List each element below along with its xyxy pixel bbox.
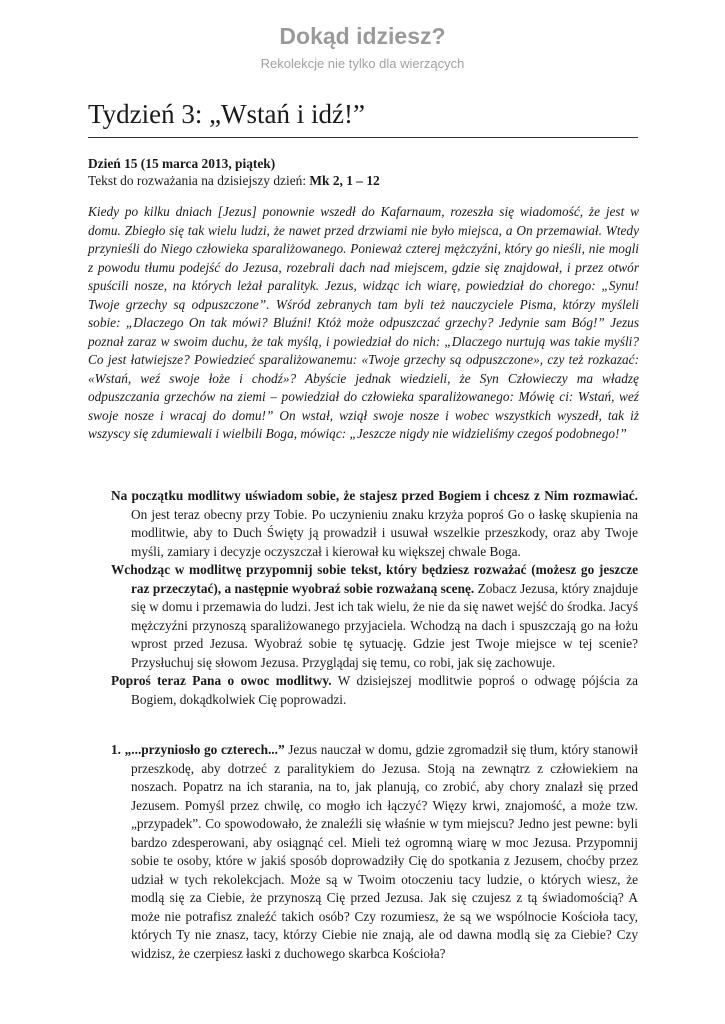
week-title: Tydzień 3: „Wstań i idź!” xyxy=(88,99,366,129)
site-title: Dokąd idziesz? xyxy=(279,23,446,49)
instruction-item xyxy=(111,672,638,709)
title-divider xyxy=(88,137,638,138)
instruction-lead: Poproś teraz Pana o owoc modlitwy. xyxy=(111,673,332,688)
instruction-item xyxy=(111,561,638,672)
instruction-text: On jest teraz obecny przy Tobie. Po uczynieniu znaku krzyża poproś Go o łaskę skupienia na modlitwie, aby to Duch Święty ją prowadził i usuwał wszelkie przeszkody, oraz aby Twoje myśli, zamiary i decyzje oczyszczał i kierował ku większej chwale Boga. xyxy=(131,506,638,559)
page-header xyxy=(0,22,725,72)
scripture-reading: Kiedy po kilku dniach [Jezus] ponownie wszedł do Kafarnaum, rozeszła się wiadomość, że jest w domu. Zbiegło się tak wielu ludzi, że nawet przed drzwiami nie było miejsca, a On przemawiał. Wtedy przynieśli do Niego człowieka sparaliżowanego. Ponieważ czterej mężczyźni, który go nieśli, nie mogli z powodu tłumu podejść do Jezusa, rozebrali dach nad miejscem, gdzie się znajdował, i przez otwór spuścili nosze, na których leżał paralityk. Jezus, widząc ich wiarę, powiedział do chorego: „Synu! Twoje grzechy są odpuszczone”. Wśród zebranych tam byli też nauczyciele Pisma, którzy myśleli sobie: „Dlaczego On tak mówi? Bluźni! Któż może odpuszczać grzechy? Jedynie sam Bóg!” Jezus poznał zaraz w swoim duchu, że tak myślą, i powiedział do nich: „Dlaczego nurtują was takie myśli? Co jest łatwiejsze? Powiedzieć sparaliżowanemu: «Twoje grzechy są odpuszczone», czy też rozkazać: «Wstań, weź swoje łoże i chodź»? Abyście jednak wiedzieli, że Syn Człowieczy ma władzę odpuszczania grzechów na ziemi – powiedział do człowieka sparaliżowanego: Mówię ci: Wstań, weź swoje nosze i wracaj do domu!” On wstał, wziął swoje nosze i wobec wszystkich wyszedł, tak iż wszyscy się zdumiewali i wielbili Boga, mówiąc: „Jeszcze nigdy nie widzieliśmy czegoś podobnego!” xyxy=(88,204,639,441)
text-reference-passage: Mk 2, 1 – 12 xyxy=(309,173,380,188)
instruction-text: Zobacz Jezusa, który znajduje się w domu i przemawia do ludzi. Jest ich tak wielu, że nie da się nawet wejść do środka. Jacyś mężczyźni przynoszą sparaliżowanego przyjaciela. Wchodzą na dach i spuszczają go na łożu wprost przed Jezusa. Wyobraź sobie tę sytuację. Gdzie jest Twoje miejsce w tej scenie? Przysłuchuj się słowom Jezusa. Przyglądaj się temu, co robi, jak się zachowuje. xyxy=(131,580,638,670)
instruction-item xyxy=(111,487,638,561)
text-reference xyxy=(88,172,380,189)
prayer-instructions xyxy=(111,487,638,709)
instruction-lead: Na początku modlitwy uświadom sobie, że stajesz przed Bogiem i chcesz z Nim rozmawiać. xyxy=(111,488,638,503)
site-subtitle: Rekolekcje nie tylko dla wierzących xyxy=(260,56,465,71)
instruction-text: W dzisiejszej modlitwie poproś o odwagę pójścia za Bogiem, dokądkolwiek Cię poprowadzi. xyxy=(131,673,638,707)
point-number: 1. xyxy=(111,742,121,757)
text-reference-label: Tekst do rozważania na dzisiejszy dzień: xyxy=(88,173,310,188)
instruction-lead: Wchodząc w modlitwę przypomnij sobie tekst, który będziesz rozważać (możesz go jeszcze raz przeczytać), a następnie wyobraź sobie rozważaną scenę. xyxy=(111,562,638,596)
point-text: Jezus nauczał w domu, gdzie zgromadził się tłum, który stanowił przeszkodę, aby dotrzeć z paralitykiem do Jezusa. Stoją na zewnątrz z człowiekiem na noszach. Popatrz na ich starania, na to, jak planują, co zrobić, aby chory znalazł się przed Jezusem. Pomyśl przez chwilę, co mogło ich łączyć? Więzy krwi, znajomość, a może tzw. „przypadek”. Co spowodowało, że znaleźli się właśnie w tym miejscu? Jedno jest pewne: byli bardzo zdesperowani, aby osiągnąć cel. Mieli też ogromną wiarę w moc Jezusa. Przypomnij sobie te osoby, które w jakiś sposób doprowadziły Cię do spotkania z Jezusem, choćby przez udział w tych rekolekcjach. Może są w Twoim otoczeniu tacy ludzie, o których wiesz, że modlą się za Ciebie, że przynoszą Cię przed Jezusa. Jak się czujesz z tą świadomością? A może nie potrafisz znaleźć takich osób? Czy rozumiesz, że są we wspólnocie Kościoła tacy, których Ty nie znasz, tacy, którzy Ciebie nie znają, ale od dawna modlą się za Ciebie? Czy widzisz, że czerpiesz łaski z duchowego skarbca Kościoła? xyxy=(131,742,638,961)
day-heading: Dzień 15 (15 marca 2013, piątek) xyxy=(88,156,276,171)
meditation-point xyxy=(111,741,638,963)
point-lead: „...przyniosło go czterech...” xyxy=(124,742,285,757)
